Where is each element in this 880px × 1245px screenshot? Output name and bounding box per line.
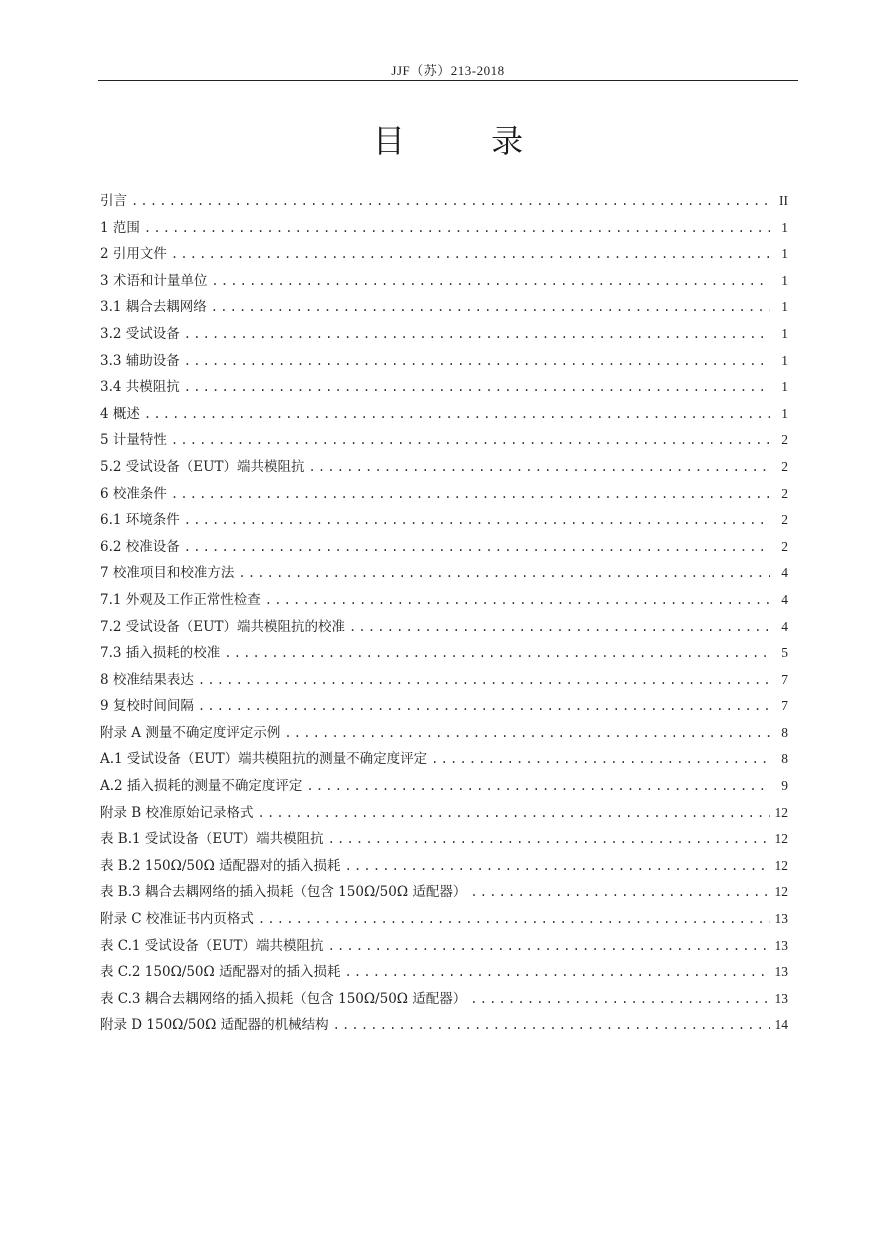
- toc-entry[interactable]: [100, 294, 788, 321]
- toc-leader-dots: [171, 241, 770, 268]
- toc-entry[interactable]: [100, 427, 788, 454]
- toc-entry-label: 9 复校时间间隔: [100, 698, 194, 715]
- toc-leader-dots: [265, 587, 770, 614]
- toc-entry[interactable]: [100, 481, 788, 508]
- toc-entry-label: A.1 受试设备（EUT）端共模阻抗的测量不确定度评定: [100, 751, 428, 768]
- toc-leader-dots: [211, 294, 770, 321]
- toc-entry-page: 8: [781, 724, 788, 740]
- toc-entry-label: 3.1 耦合去耦网络: [100, 299, 207, 316]
- toc-leader-dots: [171, 481, 770, 508]
- toc-leader-dots: [184, 321, 770, 348]
- toc-entry-page: 1: [781, 246, 788, 262]
- toc-entry-label: 表 B.3 耦合去耦网络的插入损耗（包含 150Ω/50Ω 适配器）: [100, 884, 467, 901]
- toc-leader-dots: [306, 773, 770, 800]
- toc-entry-label: 附录 D 150Ω/50Ω 适配器的机械结构: [100, 1017, 329, 1034]
- page-title: 目 录: [372, 122, 562, 160]
- toc-entry[interactable]: [100, 348, 788, 375]
- toc-entry-page: 12: [774, 884, 788, 900]
- toc-entry-page: 1: [781, 219, 788, 235]
- toc-entry-label: 4 概述: [100, 405, 140, 422]
- toc-entry-label: A.2 插入损耗的测量不确定度评定: [100, 778, 303, 795]
- header-divider: [98, 80, 798, 81]
- toc-entry[interactable]: [100, 321, 788, 348]
- toc-leader-dots: [349, 614, 770, 641]
- toc-entry[interactable]: [100, 720, 788, 747]
- toc-entry-page: 12: [774, 804, 788, 820]
- toc-entry[interactable]: [100, 1012, 788, 1039]
- toc-entry-page: 2: [781, 458, 788, 474]
- toc-entry-page: 4: [781, 565, 788, 581]
- toc-entry-label: 附录 A 测量不确定度评定示例: [100, 724, 281, 741]
- toc-entry-page: 4: [781, 591, 788, 607]
- toc-entry-label: 5.2 受试设备（EUT）端共模阻抗: [100, 458, 305, 475]
- toc-entry-label: 7.3 插入损耗的校准: [100, 645, 221, 662]
- toc-entry-label: 8 校准结果表达: [100, 671, 194, 688]
- toc-leader-dots: [258, 906, 770, 933]
- toc-leader-dots: [345, 853, 770, 880]
- toc-entry[interactable]: [100, 614, 788, 641]
- toc-leader-dots: [224, 640, 770, 667]
- toc-entry-label: 6 校准条件: [100, 485, 167, 502]
- toc-entry-label: 3.3 辅助设备: [100, 352, 180, 369]
- toc-entry-label: 3.4 共模阻抗: [100, 379, 180, 396]
- toc-entry-page: II: [779, 193, 788, 208]
- toc-leader-dots: [238, 560, 770, 587]
- toc-entry-label: 表 B.2 150Ω/50Ω 适配器对的插入损耗: [100, 857, 341, 874]
- toc-leader-dots: [198, 667, 770, 694]
- toc-leader-dots: [258, 800, 770, 827]
- toc-entry[interactable]: [100, 826, 788, 853]
- toc-leader-dots: [144, 215, 770, 242]
- toc-entry-page: 8: [781, 751, 788, 767]
- toc-entry-page: 13: [774, 937, 788, 953]
- toc-entry[interactable]: [100, 986, 788, 1013]
- toc-leader-dots: [328, 933, 770, 960]
- toc-entry-label: 表 C.1 受试设备（EUT）端共模阻抗: [100, 937, 324, 954]
- toc-entry[interactable]: [100, 188, 788, 215]
- toc-entry-label: 6.1 环境条件: [100, 512, 180, 529]
- toc-entry[interactable]: [100, 534, 788, 561]
- toc-entry[interactable]: [100, 374, 788, 401]
- toc-entry-page: 12: [774, 831, 788, 847]
- toc-entry-page: 2: [781, 512, 788, 528]
- toc-entry-label: 表 C.3 耦合去耦网络的插入损耗（包含 150Ω/50Ω 适配器）: [100, 990, 467, 1007]
- toc-entry-label: 引言: [100, 193, 127, 209]
- toc-leader-dots: [184, 374, 770, 401]
- toc-leader-dots: [131, 188, 770, 215]
- toc-leader-dots: [470, 879, 770, 906]
- toc-entry-label: 3 术语和计量单位: [100, 272, 208, 289]
- toc-entry-page: 9: [781, 778, 788, 794]
- toc-entry-label: 表 B.1 受试设备（EUT）端共模阻抗: [100, 831, 324, 848]
- toc-entry[interactable]: [100, 906, 788, 933]
- toc-entry-label: 3.2 受试设备: [100, 325, 180, 342]
- toc-leader-dots: [470, 986, 770, 1013]
- toc-entry-page: 1: [781, 325, 788, 341]
- toc-entry-page: 1: [781, 405, 788, 421]
- toc-entry[interactable]: [100, 800, 788, 827]
- toc-entry[interactable]: [100, 693, 788, 720]
- document-code-header: JJF（苏）213-2018: [391, 63, 505, 78]
- toc-entry-page: 13: [774, 964, 788, 980]
- toc-entry-page: 14: [774, 1017, 788, 1033]
- toc-leader-dots: [211, 268, 770, 295]
- toc-entry[interactable]: [100, 933, 788, 960]
- toc-entry[interactable]: [100, 268, 788, 295]
- toc-entry-label: 2 引用文件: [100, 246, 167, 263]
- toc-entry[interactable]: [100, 773, 788, 800]
- toc-entry-page: 2: [781, 432, 788, 448]
- toc-entry-label: 7.1 外观及工作正常性检查: [100, 591, 261, 608]
- toc-entry[interactable]: [100, 454, 788, 481]
- toc-entry-label: 7.2 受试设备（EUT）端共模阻抗的校准: [100, 618, 345, 635]
- toc-entry-page: 2: [781, 485, 788, 501]
- toc-leader-dots: [284, 720, 770, 747]
- toc-entry-label: 6.2 校准设备: [100, 538, 180, 555]
- toc-entry[interactable]: [100, 401, 788, 428]
- toc-entry[interactable]: [100, 560, 788, 587]
- toc-entry-page: 12: [774, 857, 788, 873]
- toc-leader-dots: [184, 348, 770, 375]
- toc-entry[interactable]: [100, 215, 788, 242]
- toc-entry[interactable]: [100, 640, 788, 667]
- toc-leader-dots: [309, 454, 771, 481]
- toc-leader-dots: [198, 693, 770, 720]
- toc-entry-page: 1: [781, 352, 788, 368]
- toc-leader-dots: [431, 746, 770, 773]
- toc-entry-page: 7: [781, 698, 788, 714]
- toc-entry-page: 2: [781, 538, 788, 554]
- toc-entry[interactable]: [100, 587, 788, 614]
- toc-leader-dots: [144, 401, 770, 428]
- toc-entry[interactable]: [100, 959, 788, 986]
- toc-entry[interactable]: [100, 853, 788, 880]
- toc-leader-dots: [171, 427, 770, 454]
- toc-entry-page: 7: [781, 671, 788, 687]
- toc-entry-label: 表 C.2 150Ω/50Ω 适配器对的插入损耗: [100, 964, 341, 981]
- toc-entry-page: 13: [774, 911, 788, 927]
- toc-entry-label: 5 计量特性: [100, 432, 167, 449]
- toc-entry[interactable]: [100, 746, 788, 773]
- toc-entry-label: 1 范围: [100, 219, 140, 236]
- toc-leader-dots: [344, 959, 770, 986]
- toc-leader-dots: [328, 826, 770, 853]
- toc-leader-dots: [184, 534, 770, 561]
- toc-leader-dots: [333, 1012, 770, 1039]
- toc-entry-page: 1: [781, 379, 788, 395]
- toc-entry[interactable]: [100, 879, 788, 906]
- toc-entry[interactable]: [100, 241, 788, 268]
- toc-entry-page: 1: [781, 299, 788, 315]
- toc-entry-label: 附录 C 校准证书内页格式: [100, 911, 254, 928]
- toc-entry-page: 13: [774, 990, 788, 1006]
- toc-entry-label: 附录 B 校准原始记录格式: [100, 804, 254, 821]
- table-of-contents: [100, 188, 788, 1039]
- toc-entry[interactable]: [100, 507, 788, 534]
- toc-leader-dots: [184, 507, 770, 534]
- toc-entry-page: 1: [781, 272, 788, 288]
- toc-entry-page: 4: [781, 618, 788, 634]
- toc-entry[interactable]: [100, 667, 788, 694]
- toc-entry-page: 5: [781, 645, 788, 661]
- toc-entry-label: 7 校准项目和校准方法: [100, 565, 235, 582]
